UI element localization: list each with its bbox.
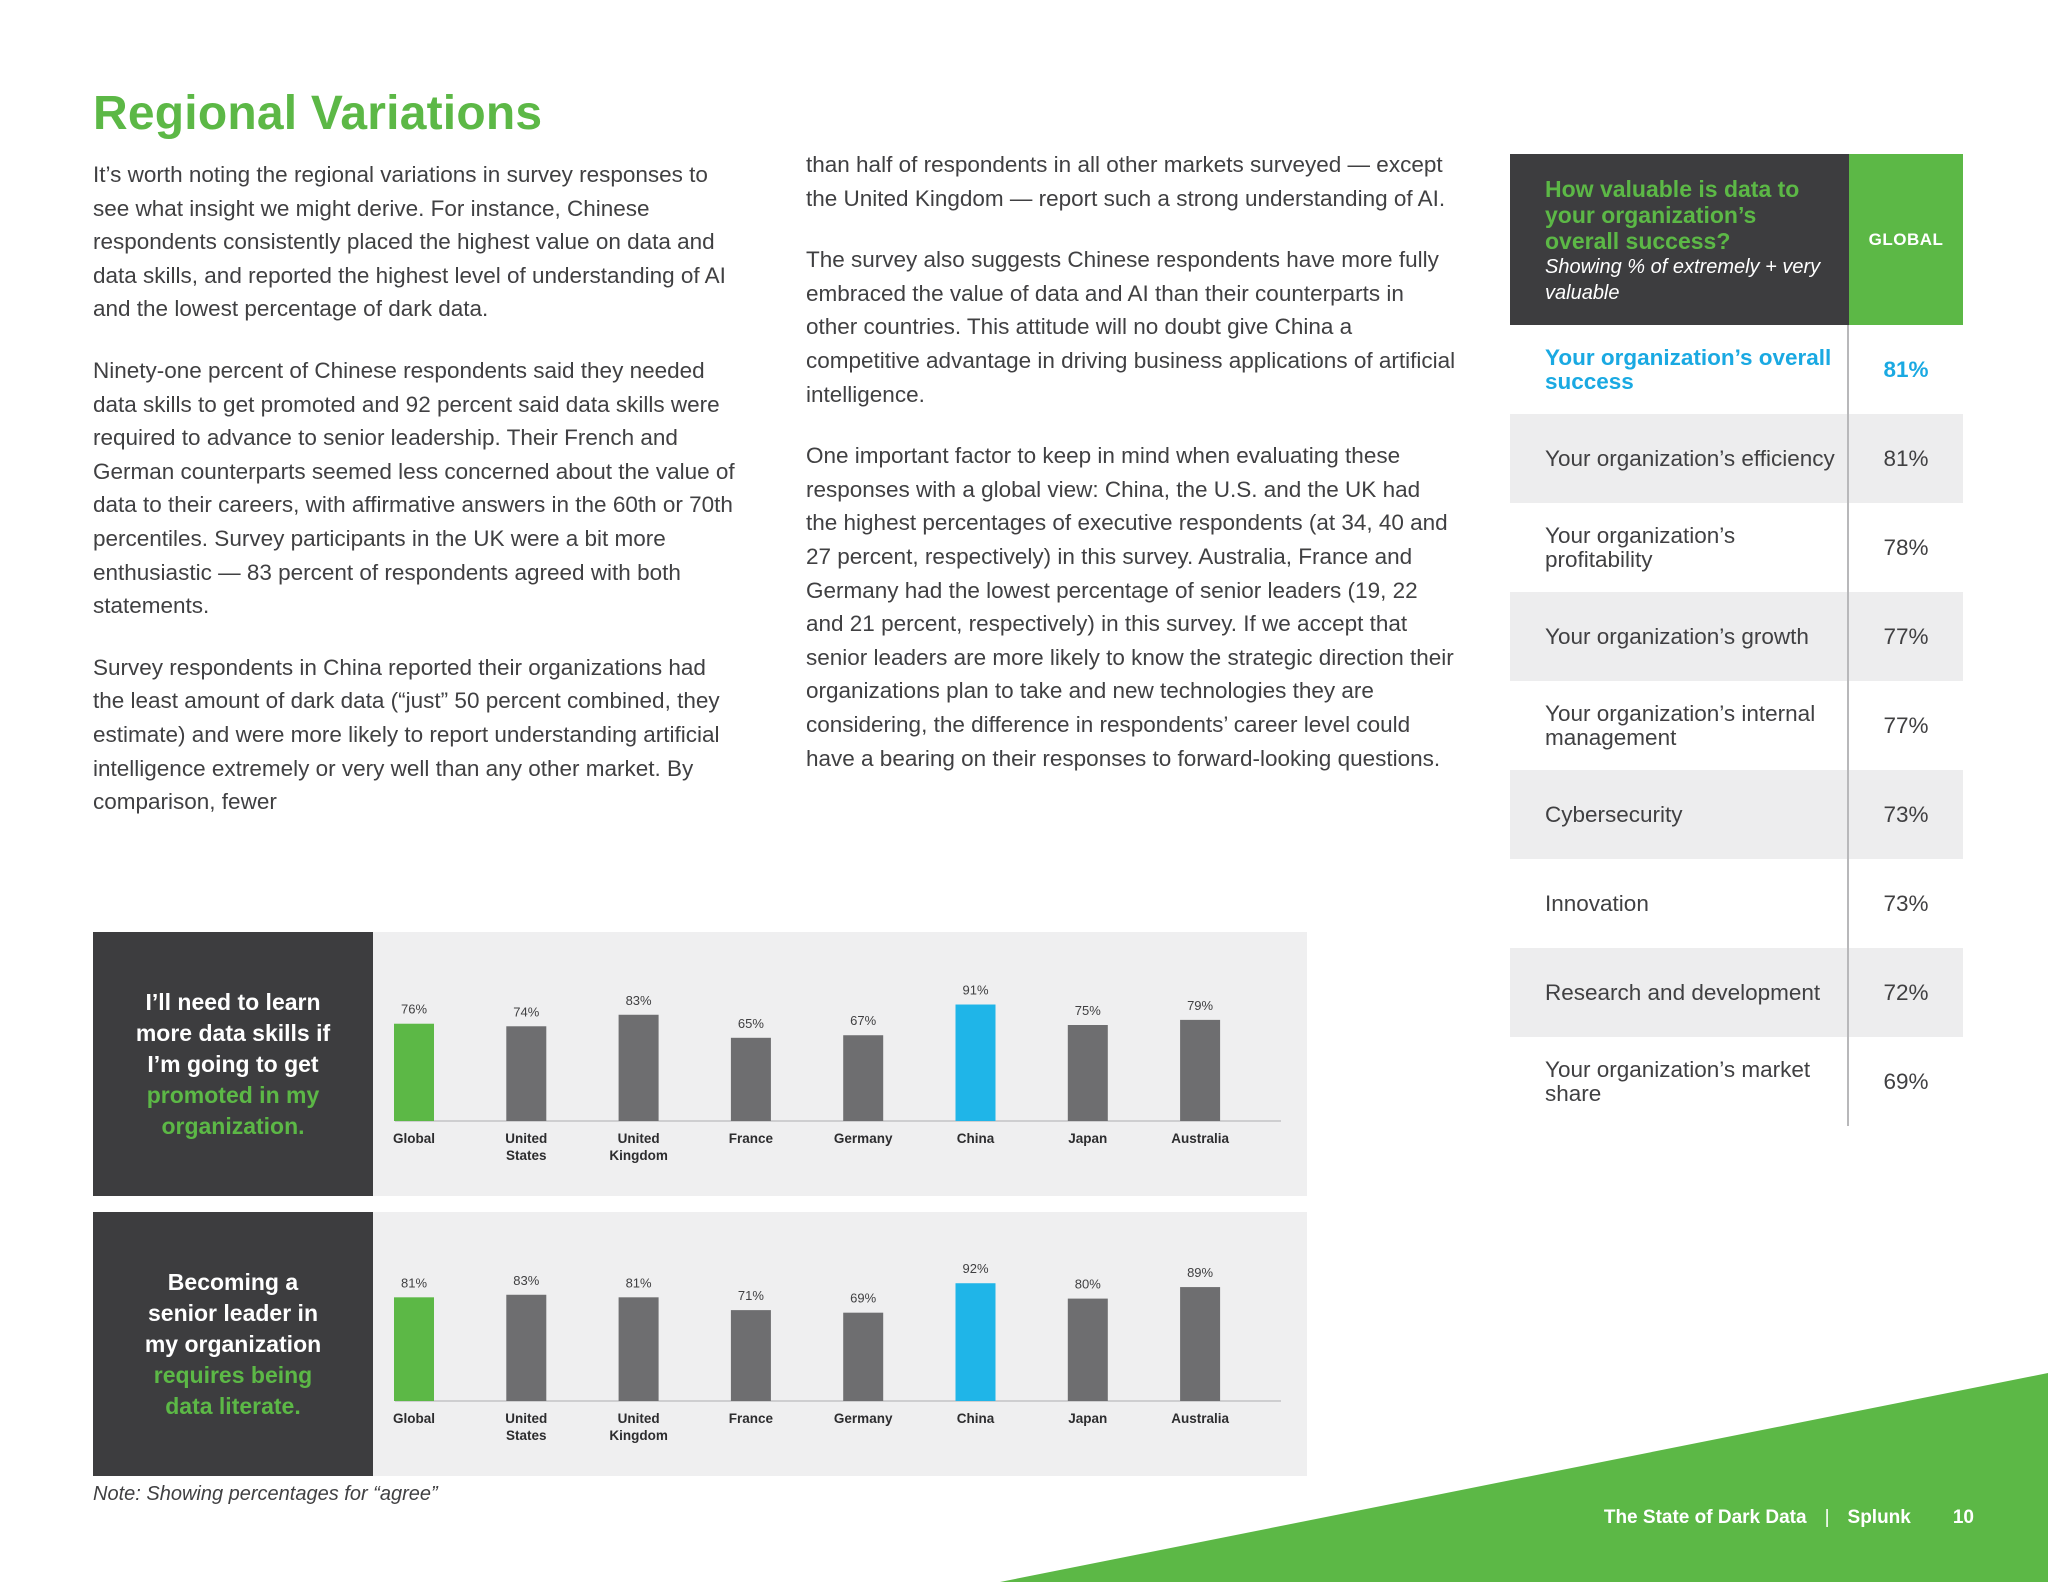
row-value: 81% (1883, 445, 1929, 471)
row-label: Your organization’s internal management (1510, 681, 1849, 770)
category-label: Germany (833, 1411, 893, 1426)
global-column-header: GLOBAL (1849, 154, 1963, 325)
footer-brand: Splunk (1847, 1507, 1911, 1528)
data-label: 79% (1187, 997, 1214, 1013)
data-label: 89% (1187, 1265, 1214, 1281)
paragraph: It’s worth noting the regional variations in survey responses to see what insight we might derive. For instance, Chinese respondents consistently placed the highest value on data and data skills, and reported the highest level of understanding of AI and the lowest percentage of dark data. (93, 162, 726, 322)
paragraph: The survey also suggests Chinese respondents have more fully embraced the value of data and AI than their counterparts in other countries. This attitude will no doubt give China a competitive advantage in driving business applications of artificial intelligence. (806, 247, 1456, 407)
paragraph: One important factor to keep in mind when evaluating these responses with a global view: China, the U.S. and the UK had the highest percentages of executive respondents (at 34, 40 and 27 percent, respectively) in this survey. Australia, France and Germany had the lowest percentage of senior leaders (19, 22 and 21 percent, respectively) in this survey. If we accept that senior leaders are more likely to know the strategic direction their organizations plan to take and new technologies they are considering, the difference in respondents’ career level could have a bearing on their responses to forward-looking questions. (806, 443, 1454, 771)
page-number: 10 (1952, 1507, 1974, 1528)
row-label: Your organization’s profitability (1510, 503, 1849, 592)
statement-line: more data skills if (135, 1019, 331, 1046)
category-label: Australia (1171, 1131, 1229, 1146)
row-label: Your organization’s overall success (1510, 325, 1849, 414)
category-label: China (956, 1411, 995, 1426)
statement-line: senior leader in (147, 1299, 318, 1326)
category-label: Germany (833, 1131, 893, 1146)
paragraph: Ninety-one percent of Chinese respondents said they needed data skills to get promoted and 92 percent said data skills were required to advance to senior leadership. Their French and German counterparts seemed less concerned about the value of data to their careers, with affirmative answers in the 60th or 70th percentiles. Survey participants in the UK were a bit more enthusiastic — 83 percent of respondents agreed with both statements. (93, 357, 735, 619)
data-label: 91% (962, 982, 989, 998)
page-title: Regional Variations (93, 87, 543, 140)
row-value: 73% (1883, 890, 1929, 916)
data-label: 71% (737, 1288, 764, 1304)
data-label: 76% (400, 1001, 428, 1017)
row-value: 77% (1883, 712, 1929, 738)
data-label: 74% (513, 1004, 540, 1020)
statement-line-highlight: organization. (161, 1112, 305, 1139)
data-label: 92% (962, 1261, 989, 1277)
category-label: United Kingdom (609, 1131, 668, 1163)
row-value: 72% (1883, 979, 1929, 1005)
category-label: Global (392, 1411, 436, 1426)
row-label: Innovation (1510, 859, 1849, 948)
row-value: 73% (1883, 801, 1929, 827)
data-label: 81% (400, 1275, 428, 1291)
row-label: Your organization’s efficiency (1510, 414, 1849, 503)
row-value: 77% (1883, 623, 1929, 649)
table-question: How valuable is data to your organization’s overall success? (1545, 176, 1800, 254)
data-label: 80% (1074, 1276, 1101, 1292)
row-label: Your organization’s market share (1510, 1037, 1849, 1126)
statement-line-highlight: requires being (153, 1361, 313, 1388)
row-label: Research and development (1510, 948, 1849, 1037)
chart-note: Note: Showing percentages for “agree” (93, 1483, 438, 1505)
statement-line: Becoming a (167, 1268, 299, 1295)
category-label: Japan (1068, 1131, 1108, 1146)
paragraph: Survey respondents in China reported their organizations had the least amount of dark data (“just” 50 percent combined, they estimate) and were more likely to report understanding artificial intelligence extremely or very well than any other market. By comparison, fewer (93, 654, 720, 815)
data-label: 75% (1074, 1003, 1101, 1018)
data-label: 81% (625, 1275, 652, 1291)
statement-line: I’ll need to learn (145, 988, 321, 1015)
footer-publication: The State of Dark Data (1603, 1507, 1807, 1528)
category-label: Australia (1171, 1411, 1229, 1426)
statement-line-highlight: promoted in my (146, 1081, 320, 1108)
data-label: 83% (625, 992, 652, 1008)
row-label: Cybersecurity (1510, 770, 1849, 859)
category-label: France (728, 1411, 774, 1426)
category-label: United States (505, 1131, 548, 1163)
category-label: Global (392, 1131, 436, 1146)
data-label: 83% (513, 1272, 540, 1288)
row-label: Your organization’s growth (1510, 592, 1849, 681)
statement-line: I’m going to get (147, 1050, 319, 1077)
page-footer (1604, 1507, 1974, 1529)
category-label: United Kingdom (609, 1411, 668, 1443)
data-label: 69% (850, 1290, 877, 1306)
data-label: 65% (737, 1015, 764, 1031)
row-value: 69% (1883, 1068, 1929, 1094)
data-label: 67% (850, 1013, 877, 1029)
table-subtitle: Showing % of extremely + very valuable (1545, 256, 1821, 304)
category-label: France (728, 1131, 774, 1146)
paragraph: than half of respondents in all other markets surveyed — except the United Kingdom — report such a strong understanding of AI. (806, 152, 1446, 211)
category-label: China (956, 1131, 995, 1146)
row-value: 81% (1883, 356, 1929, 382)
row-value: 78% (1883, 534, 1929, 560)
footer-separator: | (1824, 1507, 1830, 1528)
category-label: Japan (1068, 1411, 1108, 1426)
category-label: United States (505, 1411, 548, 1443)
statement-line: my organization (144, 1330, 322, 1357)
statement-line-highlight: data literate. (165, 1392, 301, 1419)
